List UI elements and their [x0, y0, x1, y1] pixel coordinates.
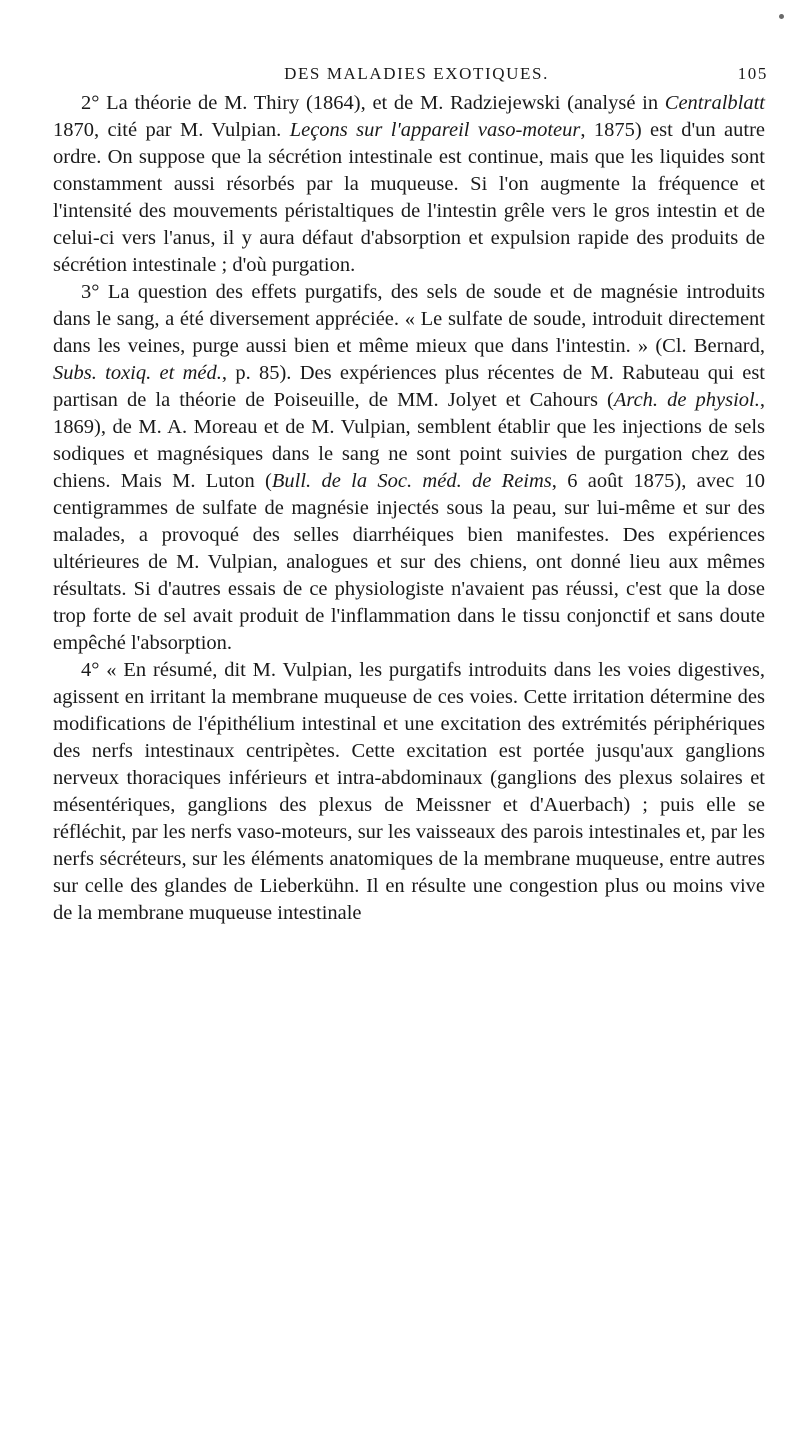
text-run: 2° La théorie de M. Thiry (1864), et de M. Radziejewski (analysé in: [81, 92, 665, 114]
citation-subs-toxiq: Subs. toxiq. et méd.: [53, 362, 222, 384]
citation-bull-soc-med: Bull. de la Soc. méd. de Reims: [271, 470, 552, 492]
text-run: , 1875) est d'un autre ordre. On suppose que la sécrétion intestinale est continue, mais que les liquides sont constamment aussi résorbés par la muqueuse. Si l'on augmente la fréquence et l'intensité des mouvements péristaltiques de l'intestin grêle vers le gros intestin et de celui-ci vers l'anus, il y aura défaut d'absorption et expulsion rapide des produits de sécrétion intestinale ; d'où purgation.: [53, 119, 765, 276]
paragraph-3: [53, 657, 765, 927]
running-head: [65, 64, 768, 88]
page-number: 105: [737, 64, 768, 83]
running-title: DES MALADIES EXOTIQUES.: [284, 64, 549, 83]
text-run: , p. 85). Des expériences plus récentes de M. Rabuteau qui est partisan de la théorie de Poiseuille, de MM. Jolyet et Cahours (: [53, 362, 766, 411]
text-run: , 6 août 1875), avec 10 centigrammes de sulfate de magnésie injectés sous la peau, sur lui-même et sur des malades, a provoqué des selles diarrhéiques bien manifestes. Des expériences ultérieures de M. Vulpian, analogues et sur des chiens, ont donné lieu aux mêmes résultats. Si d'autres essais de ce physiologiste n'avaient pas réussi, c'est que la dose trop forte de sel avait produit de l'inflammation dans le tissu conjonctif et sans doute empêché l'absorption.: [53, 470, 765, 654]
paragraph-2: [53, 279, 765, 657]
text-run: 3° La question des effets purgatifs, des sels de soude et de magnésie introduits dans le sang, a été diversement appréciée. « Le sulfate de soude, introduit directement dans les veines, purge aussi bien et même mieux que dans l'intestin. » (Cl. Bernard,: [53, 281, 765, 357]
citation-lecons: Leçons sur l'appareil vaso-moteur: [289, 119, 581, 141]
paragraph-1: [53, 90, 765, 279]
speck-mark: [779, 14, 784, 19]
citation-centralblatt: Centralblatt: [664, 92, 765, 114]
text-run: 4° « En résumé, dit M. Vulpian, les purgatifs introduits dans les voies digestives, agissent en irritant la membrane muqueuse de ces voies. Cette irritation détermine des modifications de l'épithélium intestinal et une excitation des extrémités périphériques des nerfs intestinaux centripètes. Cette excitation est portée jusqu'aux ganglions nerveux thoraciques inférieurs et intra-abdominaux (ganglions des plexus solaires et mésentériques, ganglions des plexus de Meissner et d'Auerbach) ; puis elle se réfléchit, par les nerfs vaso-moteurs, sur les vaisseaux des parois intestinales et, par les nerfs sécréteurs, sur les éléments anatomiques de la membrane muqueuse, entre autres sur celle des glandes de Lieberkühn. Il en résulte une congestion plus ou moins vive de la membrane muqueuse intestinale: [53, 659, 765, 924]
text-run: 1870, cité par M. Vulpian.: [53, 119, 290, 141]
body-text: [53, 90, 765, 927]
citation-arch-physiol: Arch. de physiol.: [613, 389, 760, 411]
text-run: , 1869), de M. A. Moreau et de M. Vulpian, semblent établir que les injections de sels sodiques et magnésiques dans le sang ne sont point suivies de purgation chez des chiens. Mais M. Luton (: [53, 389, 766, 492]
